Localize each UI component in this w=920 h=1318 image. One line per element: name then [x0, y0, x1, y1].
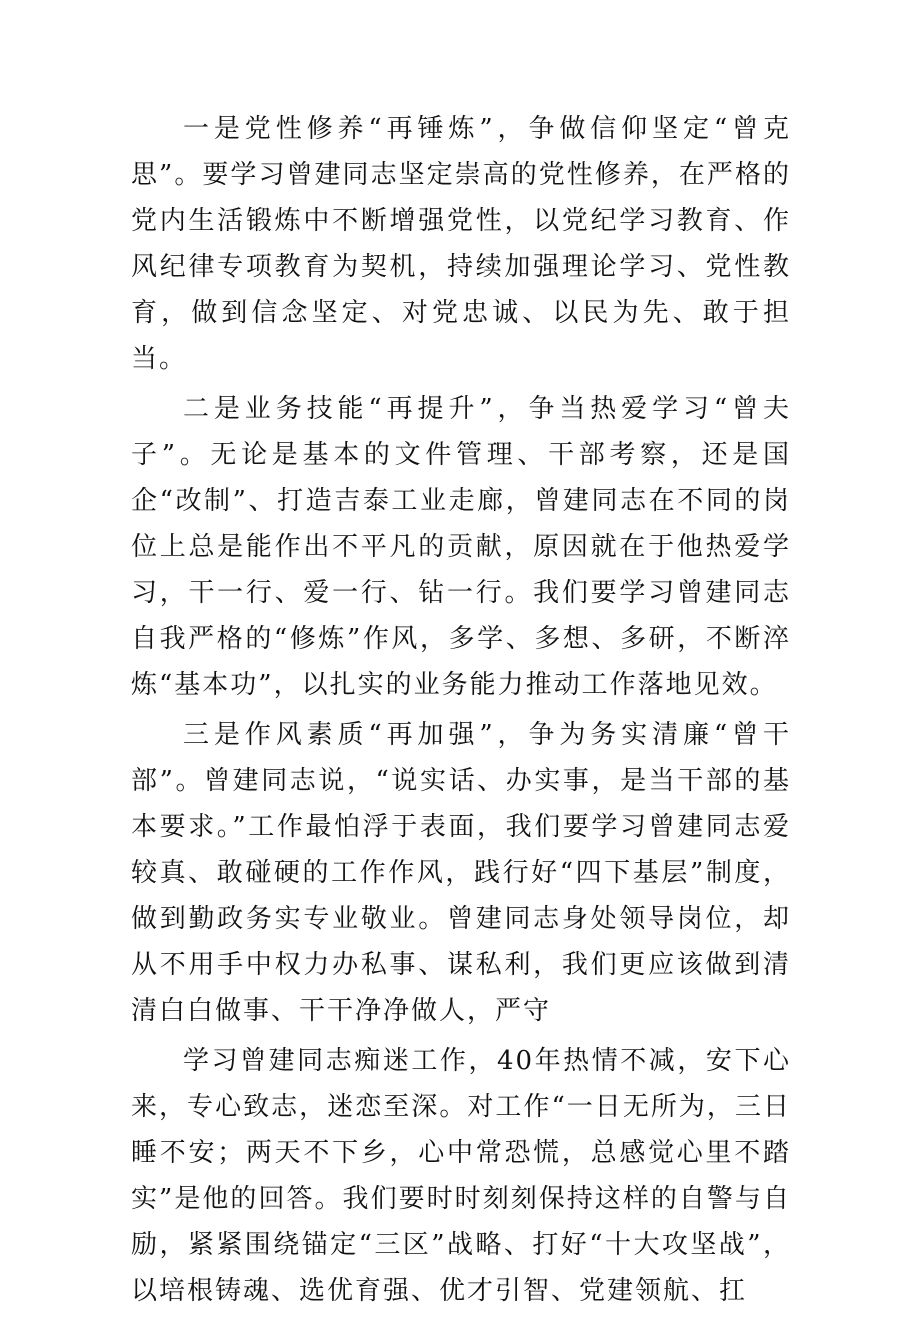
document-body: [131, 106, 791, 1318]
paragraph-work-style: 三是作风素质“再加强”，争为务实清廉“曾干部”。曾建同志说，“说实话、办实事，是当干部的基本要求。”工作最怕浮于表面，我们要学习曾建同志爱较真、敢碰硬的工作作风，践行好“四下基层”制度，做到勤政务实专业敬业。曾建同志身处领导岗位，却从不用手中权力办私事、谋私利，我们更应该做到清清白白做事、干干净净做人，严守: [131, 720, 791, 1026]
paragraph-work-passion: 学习曾建同志痴迷工作，40年热情不减，安下心来，专心致志，迷恋至深。对工作“一日无所为，三日睡不安；两天不下乡，心中常恐慌，总感觉心里不踏实”是他的回答。我们要时时刻刻保持这样的自警与自励，紧紧围绕锚定“三区”战略、打好“十大攻坚战”，以培根铸魂、选优育强、优才引智、党建领航、扛: [131, 1046, 791, 1306]
paragraph-business-skills: 二是业务技能“再提升”，争当热爱学习“曾夫子”。无论是基本的文件管理、干部考察，还是国企“改制”、打造吉泰工业走廊，曾建同志在不同的岗位上总是能作出不平凡的贡献，原因就在于他热爱学习，干一行、爱一行、钻一行。我们要学习曾建同志自我严格的“修炼”作风，多学、多想、多研，不断淬炼“基本功”，以扎实的业务能力推动工作落地见效。: [131, 394, 791, 700]
paragraph-party-spirit: 一是党性修养“再锤炼”，争做信仰坚定“曾克思”。要学习曾建同志坚定崇高的党性修养，在严格的党内生活锻炼中不断增强党性，以党纪学习教育、作风纪律专项教育为契机，持续加强理论学习、党性教育，做到信念坚定、对党忠诚、以民为先、敢于担当。: [131, 114, 791, 374]
